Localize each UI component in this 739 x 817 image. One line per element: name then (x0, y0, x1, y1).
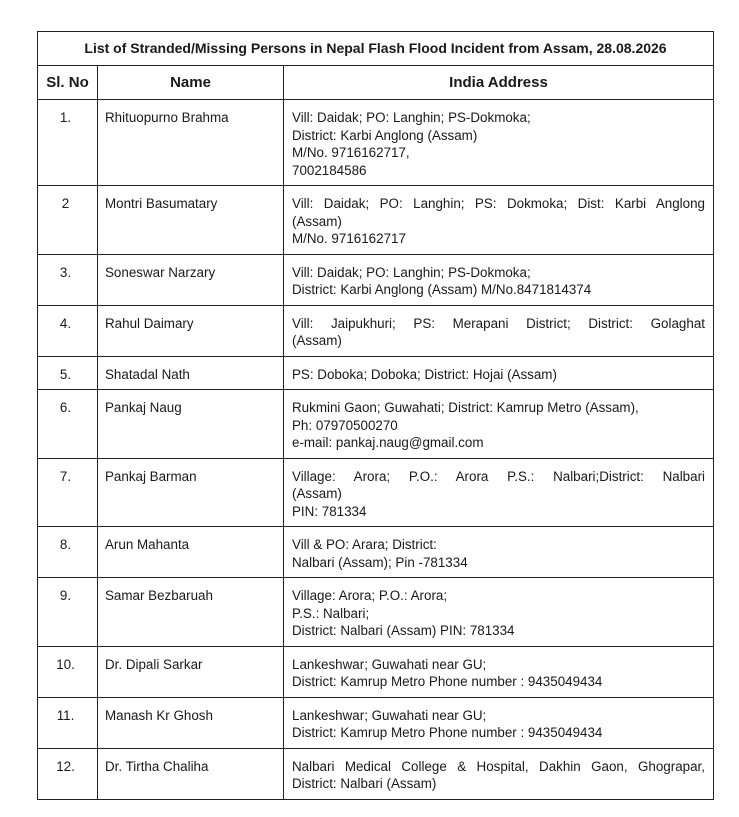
address-line: Rukmini Gaon; Guwahati; District: Kamrup Metro (Assam), (292, 400, 639, 415)
row-name: Pankaj Barman (98, 458, 284, 527)
row-address (284, 697, 714, 748)
row-name: Soneswar Narzary (98, 254, 284, 305)
row-sl-no: 3. (38, 254, 98, 305)
address-line: District: Nalbari (Assam) PIN: 781334 (292, 623, 515, 638)
row-name: Montri Basumatary (98, 186, 284, 255)
address-line: Vill: Daidak; PO: Langhin; PS-Dokmoka; (292, 110, 531, 125)
row-sl-no: 6. (38, 390, 98, 459)
header-india-address: India Address (284, 66, 714, 100)
row-sl-no: 11. (38, 697, 98, 748)
address-line: Village: Arora; P.O.: Arora P.S.: Nalbari;District: Nalbari (292, 468, 705, 484)
address-line: Vill: Daidak; PO: Langhin; PS-Dokmoka; (292, 264, 531, 280)
address-line: Lankeshwar; Guwahati near GU; (292, 707, 487, 723)
table-row (38, 100, 714, 186)
table-row (38, 186, 714, 255)
table-row (38, 458, 714, 527)
row-address (284, 748, 714, 799)
address-line: P.S.: Nalbari; (292, 605, 370, 621)
address-line: e-mail: pankaj.naug@gmail.com (292, 435, 484, 450)
document-page (37, 31, 713, 800)
address-line: Nalbari Medical College & Hospital, Dakhin Gaon, Ghograpar, (292, 758, 705, 774)
row-sl-no: 5. (38, 356, 98, 390)
address-line: (Assam) (292, 213, 342, 229)
table-row (38, 254, 714, 305)
missing-persons-table (37, 31, 714, 800)
table-row (38, 697, 714, 748)
row-name: Dr. Dipali Sarkar (98, 646, 284, 697)
row-name: Pankaj Naug (98, 390, 284, 459)
address-line: (Assam) (292, 333, 342, 348)
address-line: District: Kamrup Metro Phone number : 9435049434 (292, 725, 603, 740)
row-name: Dr. Tirtha Chaliha (98, 748, 284, 799)
header-row (38, 66, 714, 100)
table-row (38, 390, 714, 459)
row-address (284, 458, 714, 527)
table-row (38, 305, 714, 356)
row-sl-no: 4. (38, 305, 98, 356)
row-name: Manash Kr Ghosh (98, 697, 284, 748)
address-line: Vill & PO: Arara; District: (292, 537, 437, 552)
row-address (284, 646, 714, 697)
row-address (284, 100, 714, 186)
table-body (38, 100, 714, 800)
row-sl-no: 2 (38, 186, 98, 255)
row-name: Arun Mahanta (98, 527, 284, 578)
table-row (38, 527, 714, 578)
address-line: Vill: Jaipukhuri; PS: Merapani District; District: Golaghat (292, 315, 705, 331)
row-name: Rahul Daimary (98, 305, 284, 356)
address-line: M/No. 9716162717 (292, 231, 406, 246)
row-address (284, 356, 714, 390)
table-title: List of Stranded/Missing Persons in Nepal Flash Flood Incident from Assam, 28.08.2026 (38, 32, 714, 66)
address-line: District: Nalbari (Assam) (292, 776, 437, 791)
row-sl-no: 10. (38, 646, 98, 697)
address-line: 7002184586 (292, 162, 367, 178)
address-line: (Assam) (292, 486, 342, 501)
address-line: District: Kamrup Metro Phone number : 9435049434 (292, 674, 603, 689)
address-line: PIN: 781334 (292, 503, 367, 519)
row-sl-no: 8. (38, 527, 98, 578)
row-address (284, 390, 714, 459)
title-row (38, 32, 714, 66)
row-name: Samar Bezbaruah (98, 578, 284, 647)
row-address (284, 305, 714, 356)
row-sl-no: 1. (38, 100, 98, 186)
row-address (284, 186, 714, 255)
row-name: Shatadal Nath (98, 356, 284, 390)
address-line: Vill: Daidak; PO: Langhin; PS: Dokmoka; Dist: Karbi Anglong (292, 196, 705, 211)
row-address (284, 578, 714, 647)
table-row (38, 646, 714, 697)
header-name: Name (98, 66, 284, 100)
address-line: Nalbari (Assam); Pin -781334 (292, 554, 468, 570)
address-line: Ph: 07970500270 (292, 417, 398, 433)
row-address (284, 527, 714, 578)
address-line: PS: Doboka; Doboka; District: Hojai (Assam) (292, 366, 557, 382)
table-row (38, 356, 714, 390)
address-line: M/No. 9716162717, (292, 145, 410, 160)
table-row (38, 748, 714, 799)
row-address (284, 254, 714, 305)
address-line: Lankeshwar; Guwahati near GU; (292, 656, 487, 672)
header-sl-no: Sl. No (38, 66, 98, 100)
address-line: District: Karbi Anglong (Assam) M/No.8471814374 (292, 282, 592, 297)
address-line: Village: Arora; P.O.: Arora; (292, 588, 448, 603)
table-row (38, 578, 714, 647)
row-sl-no: 7. (38, 458, 98, 527)
row-sl-no: 9. (38, 578, 98, 647)
address-line: District: Karbi Anglong (Assam) (292, 127, 478, 143)
row-name: Rhituopurno Brahma (98, 100, 284, 186)
row-sl-no: 12. (38, 748, 98, 799)
